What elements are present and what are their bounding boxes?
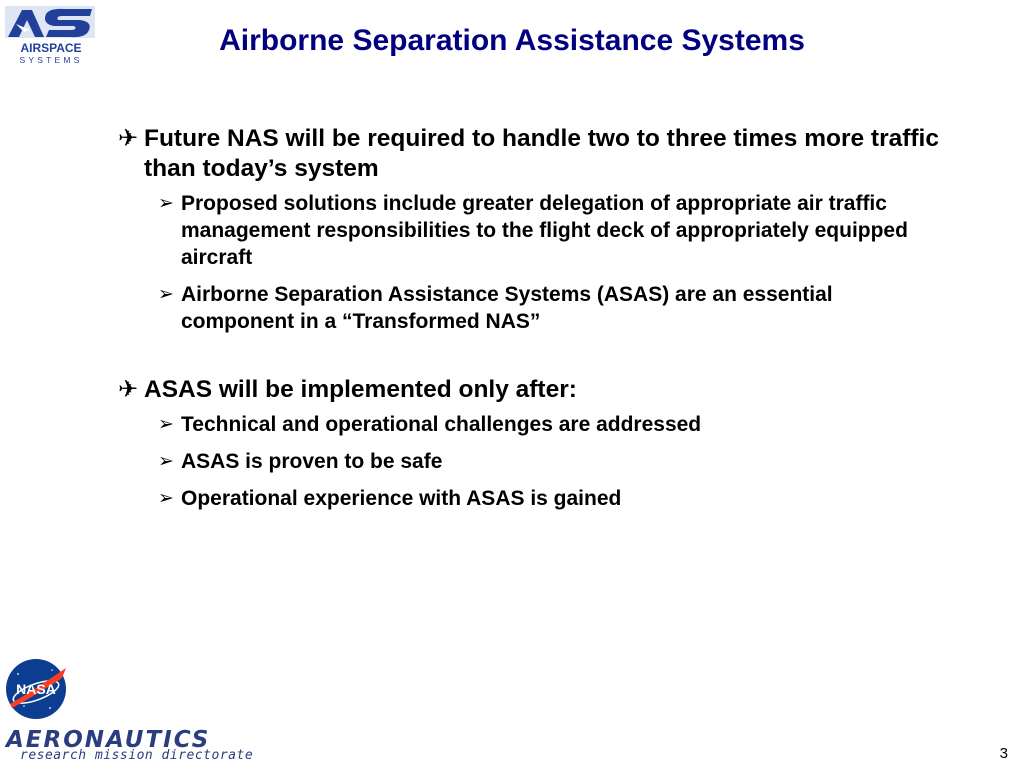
arrow-bullet-icon: ➢	[158, 284, 174, 305]
sub-bullet-text: Operational experience with ASAS is gained	[181, 487, 622, 510]
sub-bullet-item	[158, 190, 948, 271]
sub-bullet-text: Technical and operational challenges are addressed	[181, 413, 702, 436]
svg-text:AIRSPACE: AIRSPACE	[20, 41, 82, 55]
sub-bullet-text: Airborne Separation Assistance Systems (ASAS) are an essential component in a “Transformed NAS”	[181, 283, 833, 333]
svg-text:SYSTEMS: SYSTEMS	[19, 55, 83, 64]
bullet-item	[118, 124, 948, 184]
airplane-bullet-icon: ✈	[118, 125, 139, 152]
bullet-text: Future NAS will be required to handle two to three times more traffic than today’s system	[144, 125, 939, 182]
svg-text:NASA: NASA	[16, 681, 56, 697]
page-number: 3	[999, 745, 1008, 762]
arrow-bullet-icon: ➢	[158, 451, 174, 472]
slide-title: Airborne Separation Assistance Systems	[219, 24, 805, 57]
nasa-logo	[4, 656, 68, 722]
sub-bullet-item	[158, 281, 948, 335]
sub-bullet-item	[158, 485, 948, 512]
aeronautics-logo-text: AERONAUTICS	[6, 727, 211, 753]
arrow-bullet-icon: ➢	[158, 414, 174, 435]
sub-bullet-text: Proposed solutions include greater delegation of appropriate air traffic management responsibilities to the flight deck of appropriately equipped aircraft	[181, 192, 908, 269]
arrow-bullet-icon: ➢	[158, 193, 174, 214]
aeronautics-subtitle: research mission directorate	[20, 748, 254, 763]
arrow-bullet-icon: ➢	[158, 488, 174, 509]
slide-content	[118, 124, 948, 522]
sub-bullet-item	[158, 448, 948, 475]
bullet-text: ASAS will be implemented only after:	[144, 376, 577, 403]
sub-bullet-text: ASAS is proven to be safe	[181, 450, 443, 473]
bullet-item	[118, 375, 948, 405]
airplane-bullet-icon: ✈	[118, 376, 139, 403]
sub-bullet-item	[158, 411, 948, 438]
